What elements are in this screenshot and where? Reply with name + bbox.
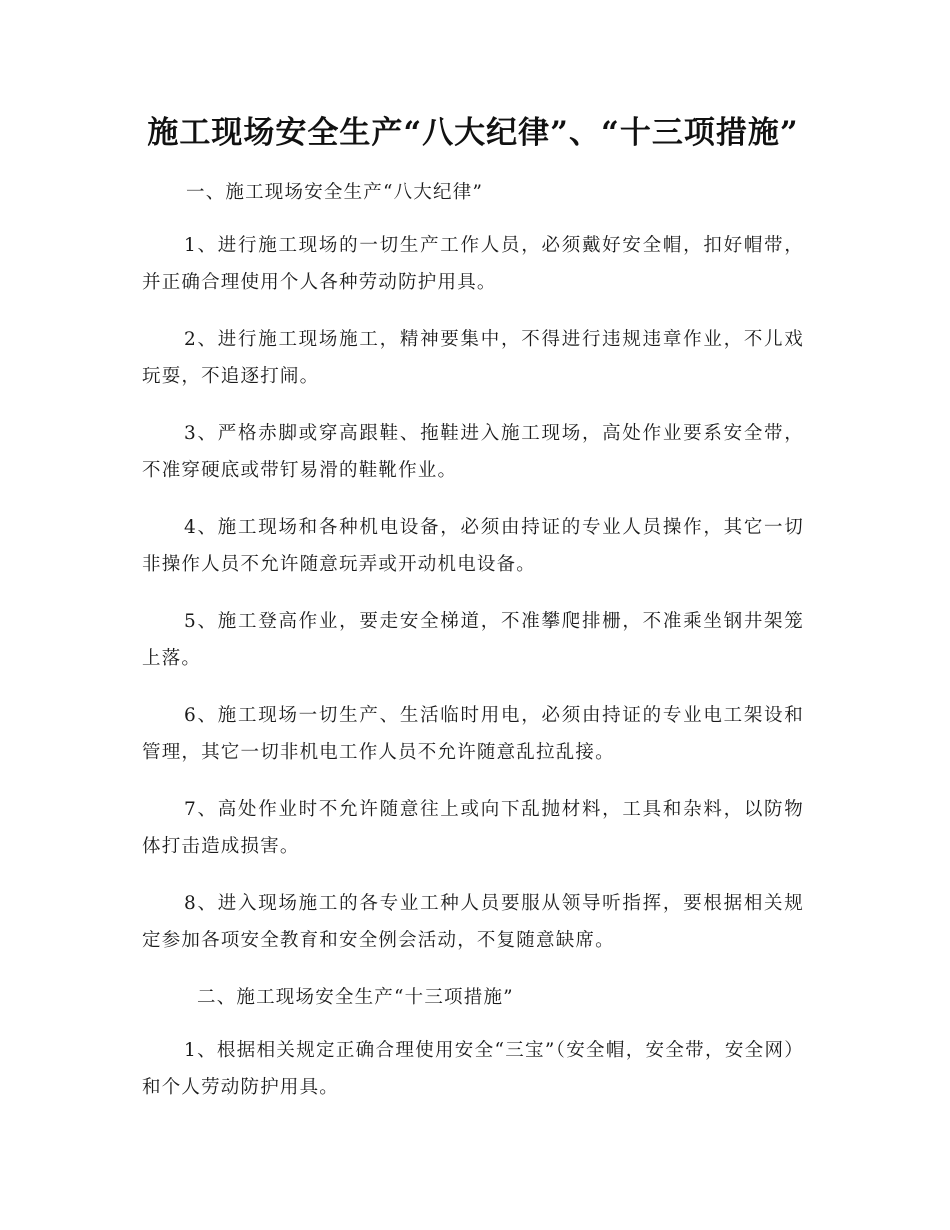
discipline-item-2: 2、进行施工现场施工，精神要集中，不得进行违规违章作业，不儿戏玩耍，不追逐打闹。 [142, 329, 804, 387]
discipline-item-1: 1、进行施工现场的一切生产工作人员，必须戴好安全帽，扣好帽带，并正确合理使用个人各种劳动防护用具。 [142, 235, 804, 293]
section-heading-eight-disciplines: 一、施工现场安全生产“八大纪律” [186, 182, 484, 203]
measure-item-1: 1、根据相关规定正确合理使用安全“三宝”（安全帽，安全带，安全网）和个人劳动防护用具。 [142, 1040, 804, 1098]
discipline-item-4: 4、施工现场和各种机电设备，必须由持证的专业人员操作，其它一切非操作人员不允许随意玩弄或开动机电设备。 [142, 517, 804, 575]
discipline-item-5: 5、施工登高作业，要走安全梯道，不准攀爬排栅，不准乘坐钢井架笼上落。 [142, 611, 804, 669]
document-title: 施工现场安全生产“八大纪律”、“十三项措施” [147, 115, 799, 151]
discipline-item-8: 8、进入现场施工的各专业工种人员要服从领导听指挥，要根据相关规定参加各项安全教育和安全例会活动，不复随意缺席。 [142, 893, 804, 951]
discipline-item-6: 6、施工现场一切生产、生活临时用电，必须由持证的专业电工架设和管理，其它一切非机电工作人员不允许随意乱拉乱接。 [142, 705, 804, 763]
discipline-item-7: 7、高处作业时不允许随意往上或向下乱抛材料，工具和杂料，以防物体打击造成损害。 [142, 799, 804, 857]
discipline-item-3: 3、严格赤脚或穿高跟鞋、拖鞋进入施工现场，高处作业要系安全带，不准穿硬底或带钉易滑的鞋靴作业。 [142, 423, 804, 481]
section-heading-thirteen-measures: 二、施工现场安全生产“十三项措施” [197, 987, 514, 1008]
